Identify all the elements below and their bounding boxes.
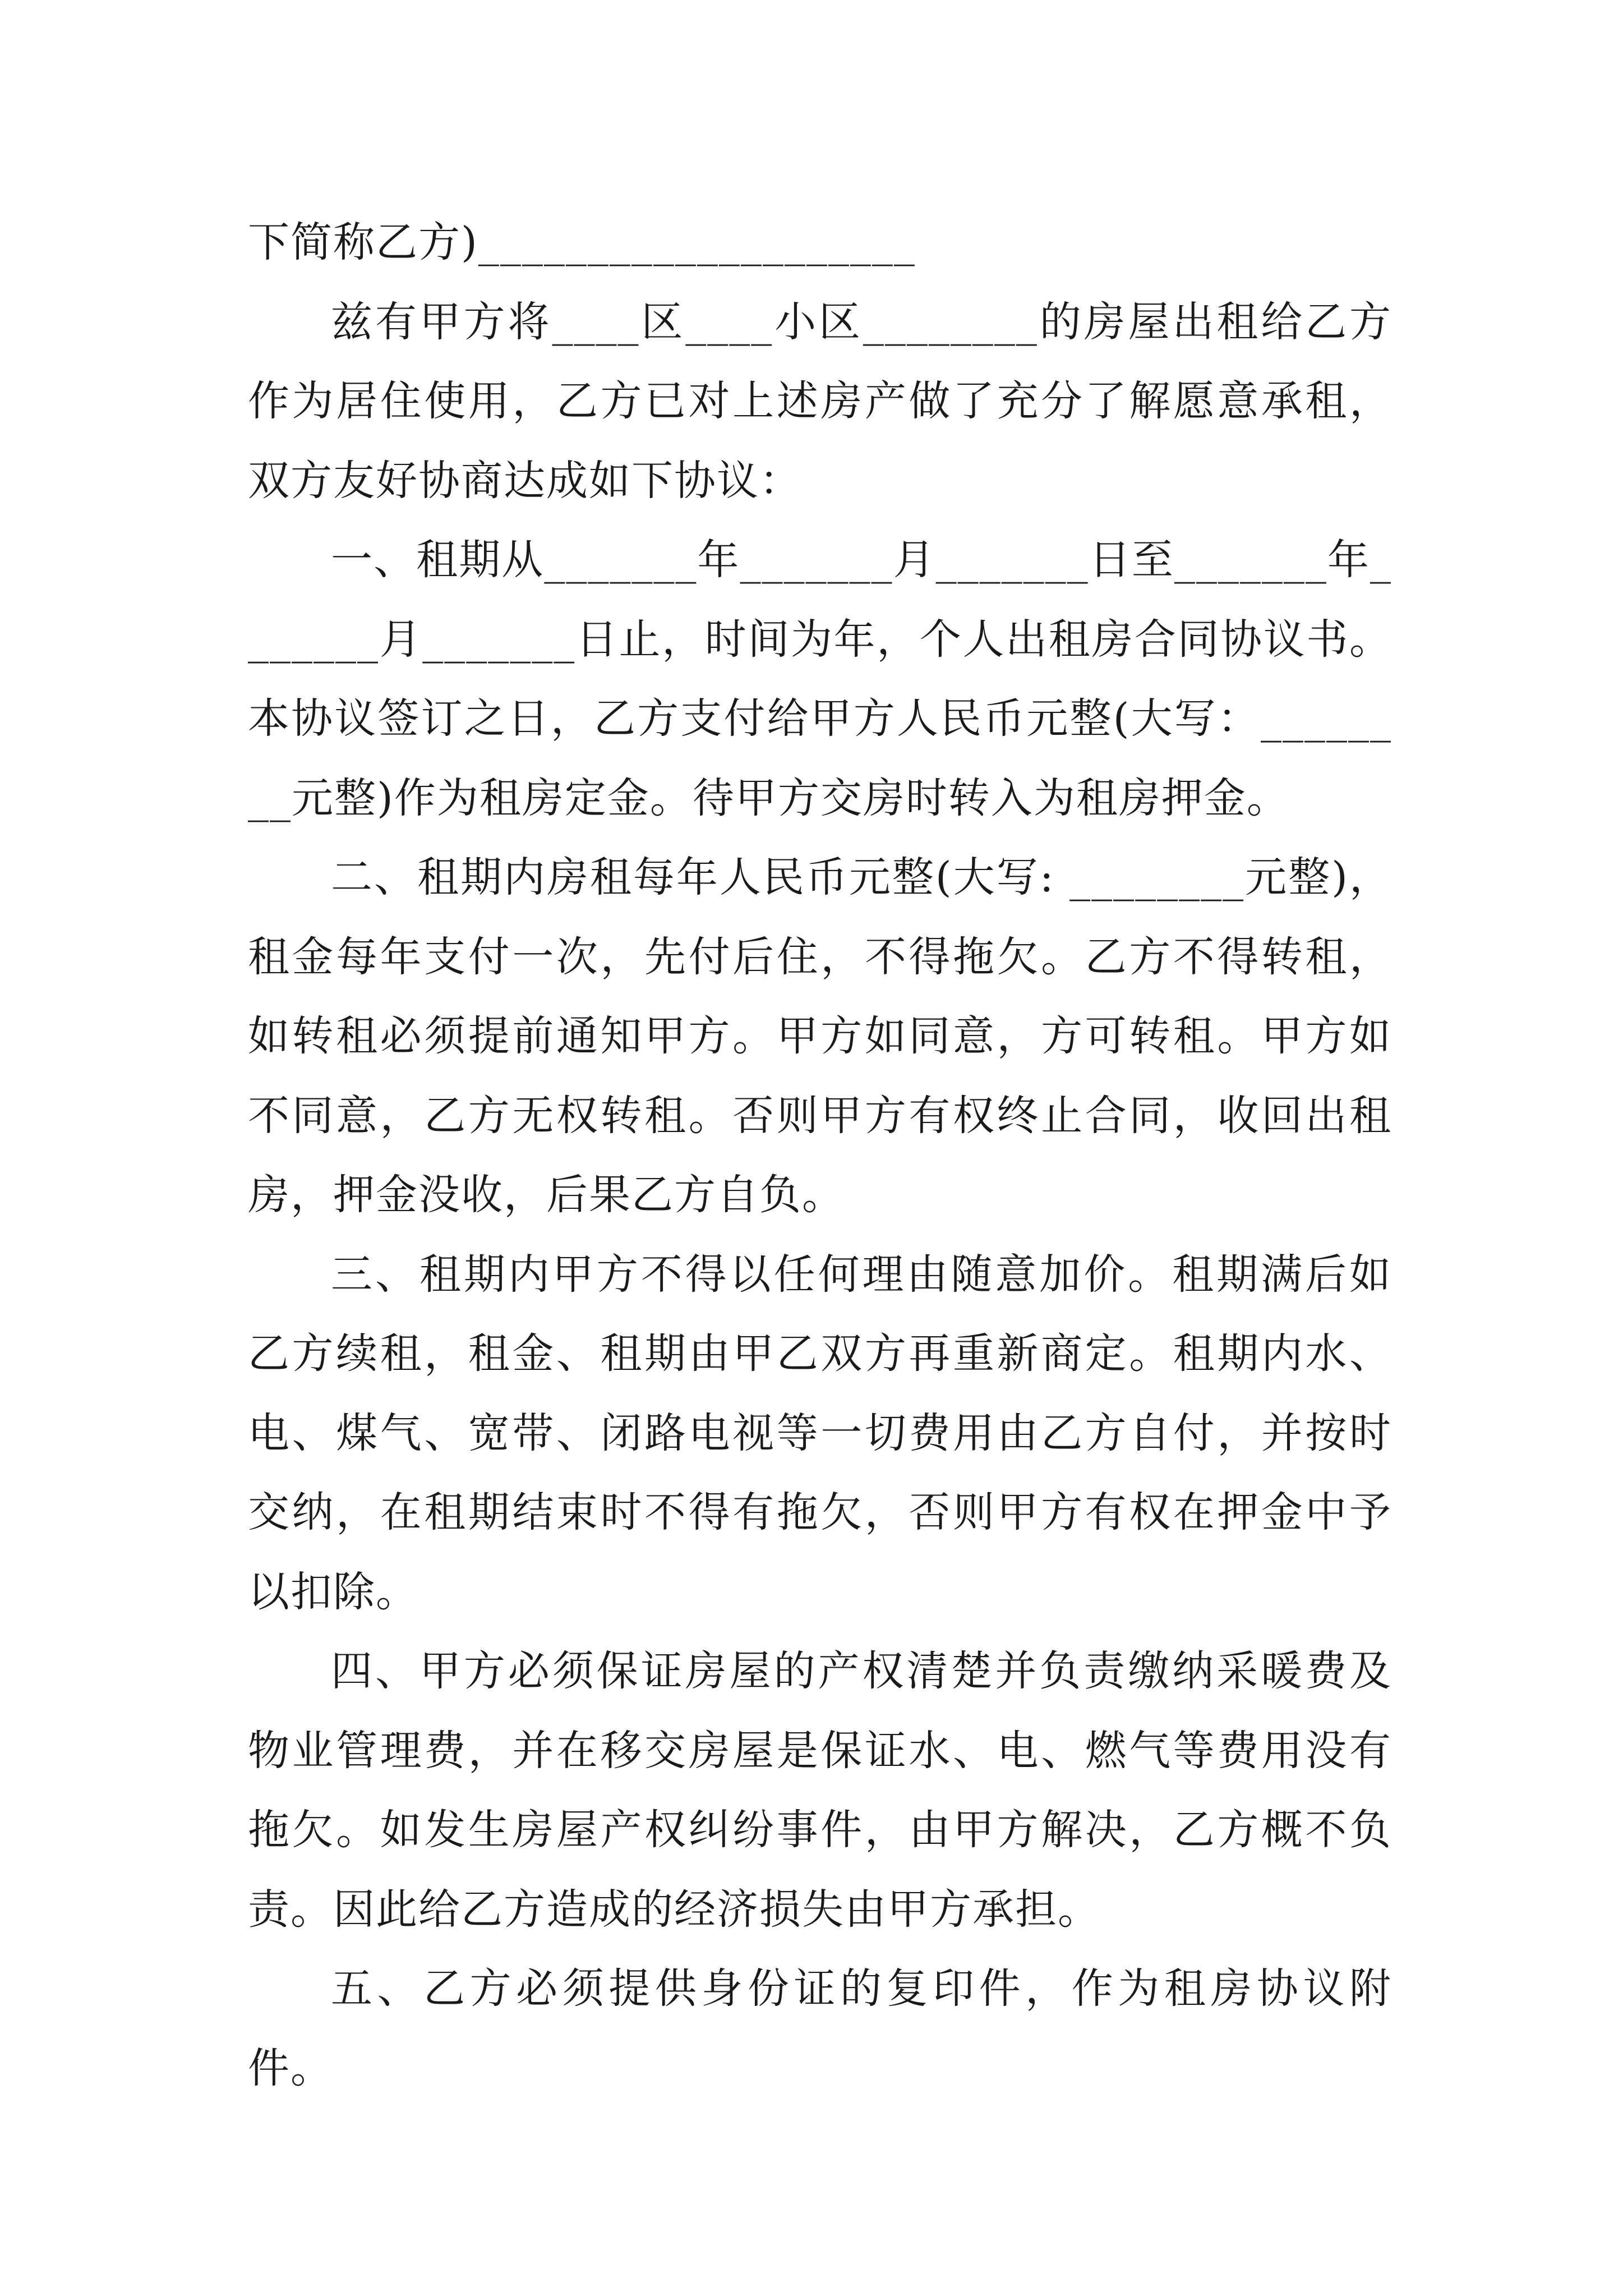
paragraph-premises: 兹有甲方将____区____小区________的房屋出租给乙方作为居住使用，乙方已对上述房产做了充分了解愿意承租，双方友好协商达成如下协议： (248, 297, 1392, 505)
contract-body (248, 203, 1392, 2108)
paragraph-clause-1-lease-term: 一、租期从_______年_______月_______日至_______年_______月_______日止，时间为年，个人出租房合同协议书。本协议签订之日，乙方支付给甲方人民币元整(大写：________元整)作为租房定金。待甲方交房时转入为租房押金。 (248, 536, 1392, 822)
paragraph-clause-3-fees: 三、租期内甲方不得以任何理由随意加价。租期满后如乙方续租，租金、租期由甲乙双方再重新商定。租期内水、电、煤气、宽带、闭路电视等一切费用由乙方自付，并按时交纳，在租期结束时不得有拖欠，否则甲方有权在押金中予以扣除。 (248, 1250, 1392, 1616)
paragraph-party-b-continued: 下简称乙方)____________________ (248, 218, 916, 266)
paragraph-clause-5-id-copy: 五、乙方必须提供身份证的复印件，作为租房协议附件。 (248, 1964, 1392, 2092)
paragraph-clause-2-rent: 二、租期内房租每年人民币元整(大写: ________元整)，租金每年支付一次，先付后住，不得拖欠。乙方不得转租，如转租必须提前通知甲方。甲方如同意，方可转租。甲方如不同意，乙方无权转租。否则甲方有权终止合同，收回出租房，押金没收，后果乙方自负。 (248, 853, 1392, 1219)
paragraph-clause-4-ownership: 四、甲方必须保证房屋的产权清楚并负责缴纳采暖费及物业管理费，并在移交房屋是保证水、电、燃气等费用没有拖欠。如发生房屋产权纠纷事件，由甲方解决，乙方概不负责。因此给乙方造成的经济损失由甲方承担。 (248, 1647, 1392, 1934)
